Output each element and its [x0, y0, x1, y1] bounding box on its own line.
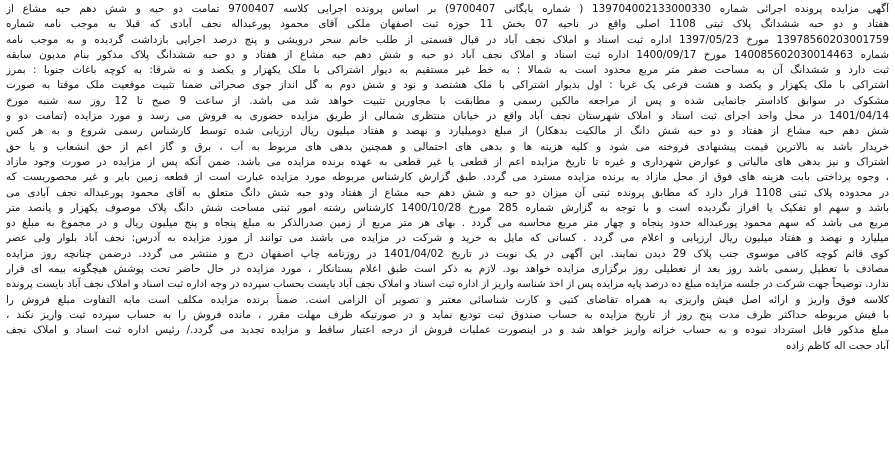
- notice-line: مصادف با تعطیل رسمی باشد روز بعد از تعطیلی روز برگزاری مزایده خواهد بود. لازم به ذکر است طبق اعلام بستانکار ، مورد مزایده در حال حاضر تحت پوشش هیچگونه بیمه ای قرار: [6, 263, 889, 276]
- notice-line: مشکوک در سوابق کاداستر جانمایی شده و پس از مراجعه مالکین رسمی و مطابقت با مجاورین تثبیت خواهد شد می باشد. از ساعت 9 صبح تا 12 روز سه شنبه مورخ: [6, 94, 889, 107]
- notice-line: اشتراکی با ملک یکهزار و یکصد و هشت فرعی یک غربا : اول بدیوار اشتراکی با ملک هشتصد و نود و شش دوم به گل انداز جوی صحرائی ضمنا تثبیت موقعیت ملک موقتا به صورت: [6, 79, 889, 92]
- notice-line: ندارد. توضیحاً جهت شرکت در جلسه مزایده مبلغ ده درصد پایه مزایده پس از اخذ شناسه واریز از اداره ثبت اسناد و املاک نجف آباد بایست بحساب سپرده در وجه اداره ثبت اسناد و املاک نجف آباد بایست پرونده: [6, 279, 889, 291]
- notice-line: ثبت دارد و ششدانگ آن به مساحت صفر متر مربع محدود است به شمالا : به خط غیر مستقیم به دیوار اشتراکی با ملک یکهزار و یکصد و نه شرقا: به کوچه باغات جنوبا : بمرز: [6, 64, 889, 77]
- notice-signature-line: آباد حجت اله کاظم زاده: [785, 339, 889, 352]
- notice-line: خریدار باشد به بالاترین قیمت پیشنهادی فروخته می شود و کلیه هزینه ها و بدهی های احتمالی و همچنین بدهی های مربوط به آب ، برق و گاز اعم از حق انشعاب و یا حق: [6, 140, 889, 153]
- notice-line: اشتراک و نیز بدهی های مالیاتی و عوارض شهرداری و غیره تا تاریخ مزایده اعم از قطعی یا غیر قطعی به عهده برنده مزایده می باشد. ضمن آنکه پس از مزایده در صورت وجود مازاد: [6, 155, 889, 168]
- notice-line: کلاسه فوق واریز و ارائه اصل فیش واریزی به همراه تقاضای کتبی و کارت شناسائی معتبر و تصویر آن الزامی است. ضمناً برنده مزایده مکلف است مابه التفاوت مبلغ فروش را: [6, 293, 889, 306]
- notice-line: مربع می باشد که سهم محمود پورعبداله حدود پنجاه و چهار متر مربع محاسبه می گردد . بهای هر متر مربع از زمین صدرالذکر به مبلغ پنجاه و پنج میلیون ریال و در مجموع به مبلغ دو: [6, 217, 889, 230]
- notice-line: در محدوده پلاک ثبتی 1108 قرار دارد که مطابق پرونده ثبتی آن میزان دو حبه و شش دهم حبه مشاع از هفتاد ودو حبه شش دانگ متعلق به آقای محمود پورعبداله نجف آبادی می: [6, 186, 889, 199]
- notice-line: هفتاد و دو حبه ششدانگ پلاک ثبتی 1108 اصلی واقع در ناحیه 07 بخش 11 حوزه ثبت اصفهان ملکی آقای محمود پورعبداله نجف آبادی که قبلا به موجب نامه شماره: [6, 18, 889, 31]
- notice-line: شش دهم حبه مشاع از هفتاد و دو حبه شش دانگ از مالکیت بدهکار) از مبلغ دومیلیارد و نهصد و هفتاد میلیون ریال ارزیابی شده توسط کارشناس رسمی شروع و به هر کس: [6, 125, 889, 138]
- notice-line: باشد و سهم او تفکیک یا افراز نگردیده است و با توجه به گزارش شماره 285 مورخ 1400/10/28 کارشناس رشته امور ثبتی مساحت شش دانگ پلاک موصوف یکهزار و پانصد متر: [6, 201, 889, 214]
- notice-line: میلیارد و نهصد و هفتاد میلیون ریال ارزیابی و اعلام می گردد . کسانی که مایل به خرید و شرکت در مزایده می باشند می توانند از مورد مزایده به آدرس: نجف آباد بلوار ولی عصر: [6, 232, 889, 245]
- notice-line: 13978560203001759 مورخ 1397/05/23 اداره ثبت اسناد و املاک نجف آباد در قبال قسمتی از طلب خانم سحر درویشی و پنج درصد اجرایی بازداشت گردیده و به موجب نامه: [6, 33, 889, 46]
- notice-line: کوی قائم کوچه کافی موسوی جنب پلاک 29 دیدن نمایند. این آگهی در یک نوبت در تاریخ 1401/04/02 در روزنامه چاپ اصفهان درج و منتشر می گردد. درضمن چنانچه روز مزایده: [6, 247, 889, 260]
- auction-notice: [6, 2, 889, 354]
- notice-line: مبلغ مذکور قابل استرداد نبوده و به حساب خزانه واریز خواهد شد و در اینصورت عملیات فروش از درجه اعتبار ساقط و مزایده تجدید می گردد./ رئیس اداره ثبت اسناد و املاک نجف: [6, 324, 889, 337]
- notice-line: 1401/04/14 در محل واحد اجرای ثبت اسناد و املاک شهرستان نجف آباد واقع در خیابان منتظری شمالی از طریق مزایده حضوری به فروش می رسد و مورد مزایده (تمامت دو و: [6, 110, 889, 123]
- notice-line: شماره 140085602030014463 مورخ 1400/09/17 اداره ثبت اسناد و املاک نجف آباد دو حبه و شش دهم حبه مشاع از هفتاد و دو حبه ششدانگ پلاک مذکور بنام مدیون سابقه: [6, 48, 889, 61]
- notice-line: ، وجوه پرداختی بابت هزینه های فوق از محل مازاد به برنده مزایده مسترد می گردد. طبق گزارش کارشناس مربوطه مورد مزایده عبارت است از قطعه زمین بایر و غیر محصوریست که: [6, 171, 889, 184]
- notice-line: با فیش مربوطه حداکثر ظرف مدت پنج روز از تاریخ مزایده به حساب صندوق ثبت تودیع نماید و در صورتیکه ظرف مهلت مقرر ، مانده فروش را به حساب سپرده ثبت واریز نکند ،: [6, 308, 889, 321]
- notice-line: آگهی مزایده پرونده اجرائی شماره 139704002133000330 ( شماره بایگانی 9700407) بر اساس پرونده اجرایی کلاسه 9700407 تمامت دو حبه و شش دهم حبه مشاع از: [6, 3, 889, 15]
